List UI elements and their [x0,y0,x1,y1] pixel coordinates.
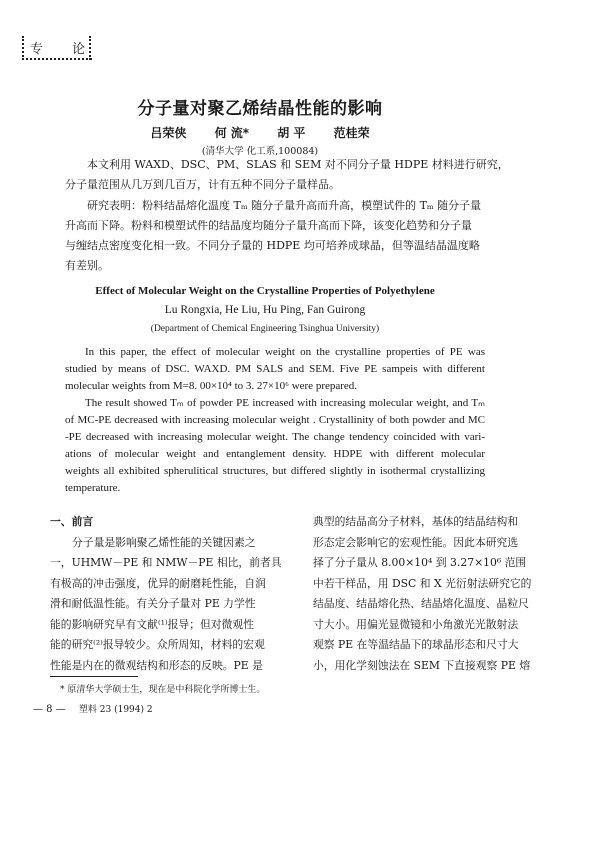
author: 何 流* [214,126,250,140]
ornament-border-icon [22,58,92,64]
body-left-column [50,512,282,676]
body-line: 性能是内在的微观结构和形态的反映。PE 是 [50,658,263,672]
body-line: 能的影响研究早有文献⁽¹⁾报导；但对微观性 [50,617,254,631]
footnote-rule [50,676,138,677]
abstract-en-line: temperature. [65,482,121,494]
ornament-border-icon [22,36,27,60]
affiliation: (清华大学 化工系,100084) [201,146,319,157]
abstract-en-line: molecular weights from M=8. 00×10⁴ to 3. 27×10⁶ were prepared. [65,380,358,392]
author: 胡 平 [277,126,306,140]
journal-citation: 塑料 23 (1994) 2 [78,705,153,715]
body-line: 分子量是影响聚乙烯性能的关键因素之 [72,535,256,549]
body-line: 滑和耐低温性能。有关分子量对 PE 力学性 [50,597,256,610]
section-tag-right: 论 [72,42,86,57]
abstract-line: 本文利用 WAXD、DSC、PM、SLAS 和 SEM 对不同分子量 HDPE 材料进行研究， [87,158,509,171]
english-authors: Lu Rongxia, He Liu, Hu Ping, Fan Guirong [164,304,366,316]
abstract-en-line: weights all exhibited spherulitical structures, but differed slightly in isothermal crystallizing [65,465,485,477]
body-line: 典型的结晶高分子材料，基体的结晶结构和 [313,515,519,528]
abstract-en-line: studied by means of DSC. WAXD. PM SALS and SEM. Five PE sampeis with different [65,363,485,375]
section-heading: 一、前言 [50,515,94,528]
body-line: 中若干样品，用 DSC 和 X 光衍射法研究它的 [313,576,532,590]
body-line: 寸大小。用偏光显微镜和小角激光光散射法 [313,617,519,631]
abstract-en-line: -PE decreased with increasing molecular weight. The change tendency coincided with vari- [65,431,485,443]
authors [0,124,520,141]
body-right-column [313,512,532,676]
abstract-en-line: of MC-PE decreased with increasing molecular weight . Crystallinity of both powder and MC [65,414,485,426]
body-line: 小，用化学刻蚀法在 SEM 下直接观察 PE 熔 [313,658,531,672]
body-line: 形态定会影响它的宏观性能。因此本研究选 [313,535,519,549]
abstract-en-line: In this paper, the effect of molecular weight on the crystalline properties of PE was [85,346,485,358]
abstract-en-line: ations of molecular weight and entanglement density. HDPE with different molecular [65,448,485,460]
abstract-line: 升高而下降。粉料和模塑试件的结晶度均随分子量升高而下降，该变化趋势和分子量 [65,218,472,232]
body-line: 观察 PE 在等温结晶下的球晶形态和尺寸大 [313,638,519,651]
page-number: — 8 — [33,704,66,715]
abstract-line: 有差别。 [65,259,109,273]
abstract-en [65,344,485,497]
author: 吕荣侠 [150,126,187,140]
body-line: 有极高的冲击强度，优异的耐磨耗性能，自润 [50,576,266,590]
abstract-line: 研究表明：粉料结晶熔化温度 Tₘ 随分子量升高而升高，模塑试件的 Tₘ 随分子量 [87,198,482,212]
ornament-border-icon [89,36,94,60]
paper-title: 分子量对聚乙烯结晶性能的影响 [137,99,383,119]
body-line: 一，UHMW－PE 和 NMW－PE 相比，前者具 [50,556,282,569]
page-footer [33,702,153,715]
english-title: Effect of Molecular Weight on the Crystalline Properties of Polyethylene [95,285,435,297]
section-tag-left: 专 [30,42,44,57]
body-line: 结晶度、结晶熔化热、结晶熔化温度、晶粒尺 [313,597,529,610]
author: 范桂荣 [333,126,370,140]
body-line: 能的研究⁽²⁾报导较少。众所周知，材料的宏观 [50,638,265,651]
abstract-line: 分子量范围从几万到几百万，计有五种不同分子量样品。 [65,178,340,192]
abstract-cn [65,155,509,277]
body-line: 择了分子量从 8.00×10⁴ 到 3.27×10⁶ 范围 [313,556,527,569]
english-department: (Department of Chemical Engineering Tsinghua University) [150,324,380,334]
abstract-en-line: The result showed Tₘ of powder PE increased with increasing molecular weight, and Tₘ [85,397,485,409]
footnote: * 原清华大学硕士生，现在是中科院化学所博士生。 [60,685,266,695]
abstract-line: 与缠结点密度变化相一致。不同分子量的 HDPE 均可培养成球晶，但等温结晶温度略 [65,239,480,253]
section-tag [22,36,92,64]
